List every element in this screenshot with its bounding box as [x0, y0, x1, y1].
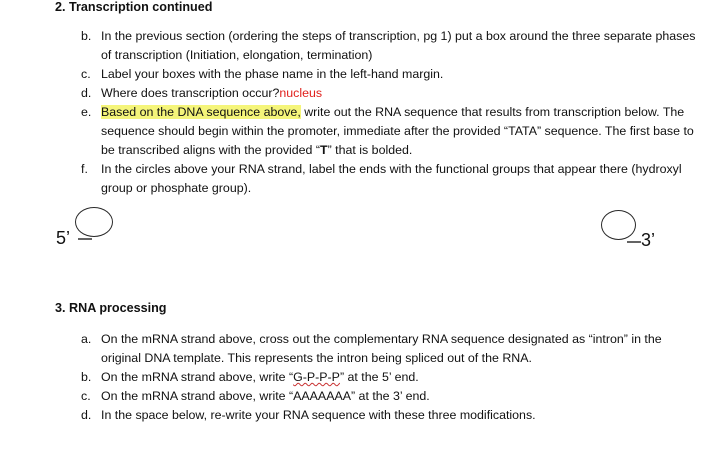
list-item-2b [81, 27, 696, 65]
item-text: Label your boxes with the phase name in the left-hand margin. [101, 67, 444, 81]
right-end-circle[interactable] [601, 210, 636, 240]
item-text: In the previous section (ordering the steps of transcription, pg 1) put a box around the three separate phases of transcription (Initiation, elongation, termination) [101, 29, 696, 62]
list-item-3a [81, 330, 696, 368]
three-prime-label: 3’ [641, 230, 656, 250]
instruction-text: On the mRNA strand above, write “ [101, 370, 294, 384]
question-text: Where does transcription occur? [101, 86, 280, 100]
item-text: On the mRNA strand above, cross out the complementary RNA sequence designated as “intron” in the original DNA template. This represents the intron being spliced out of the RNA. [101, 332, 662, 365]
list-item-3c [81, 387, 696, 406]
section-2-heading: 2. Transcription continued [55, 0, 213, 14]
item-text: In the space below, re-write your RNA sequence with these three modifications. [101, 408, 536, 422]
item-marker: d. [81, 408, 92, 422]
instruction-text-end: ” at the 5’ end. [339, 370, 419, 384]
item-marker: c. [81, 389, 91, 403]
item-marker: c. [81, 67, 91, 81]
right-strand-dash [627, 239, 641, 245]
item-marker: b. [81, 370, 92, 384]
item-text: In the circles above your RNA strand, label the ends with the functional groups that appear there (hydroxyl group or phosphate group). [101, 162, 682, 195]
list-item-2c [81, 65, 696, 84]
item-text: On the mRNA strand above, write “AAAAAAA” at the 3’ end. [101, 389, 430, 403]
left-end-circle[interactable] [75, 207, 113, 237]
item-marker: a. [81, 332, 92, 346]
list-item-2f [81, 160, 696, 198]
cap-sequence: G-P-P-P [293, 370, 340, 384]
item-marker: f. [81, 162, 88, 176]
item-text [101, 368, 696, 387]
answer-text: nucleus [279, 86, 323, 100]
item-marker: e. [81, 105, 92, 119]
list-item-3d [81, 406, 696, 425]
item-text [101, 84, 696, 103]
list-item-2e [81, 103, 696, 160]
item-marker: d. [81, 86, 92, 100]
instruction-text-end: ” that is bolded. [327, 143, 413, 157]
five-prime-label: 5’ [56, 228, 71, 248]
list-item-3b [81, 368, 696, 387]
item-text [101, 103, 696, 160]
item-marker: b. [81, 29, 92, 43]
left-strand-dash [78, 236, 92, 242]
highlighted-text: Based on the DNA sequence above, [101, 105, 301, 119]
instruction-text: write out the RNA sequence that results from transcription below. The sequence should begin within the promoter, immediate after the provided “TATA” sequence. The first base to be transcribed aligns with the provided “ [101, 105, 694, 157]
section-3-heading: 3. RNA processing [55, 301, 167, 315]
bold-base: T [320, 143, 328, 157]
list-item-2d [81, 84, 696, 103]
